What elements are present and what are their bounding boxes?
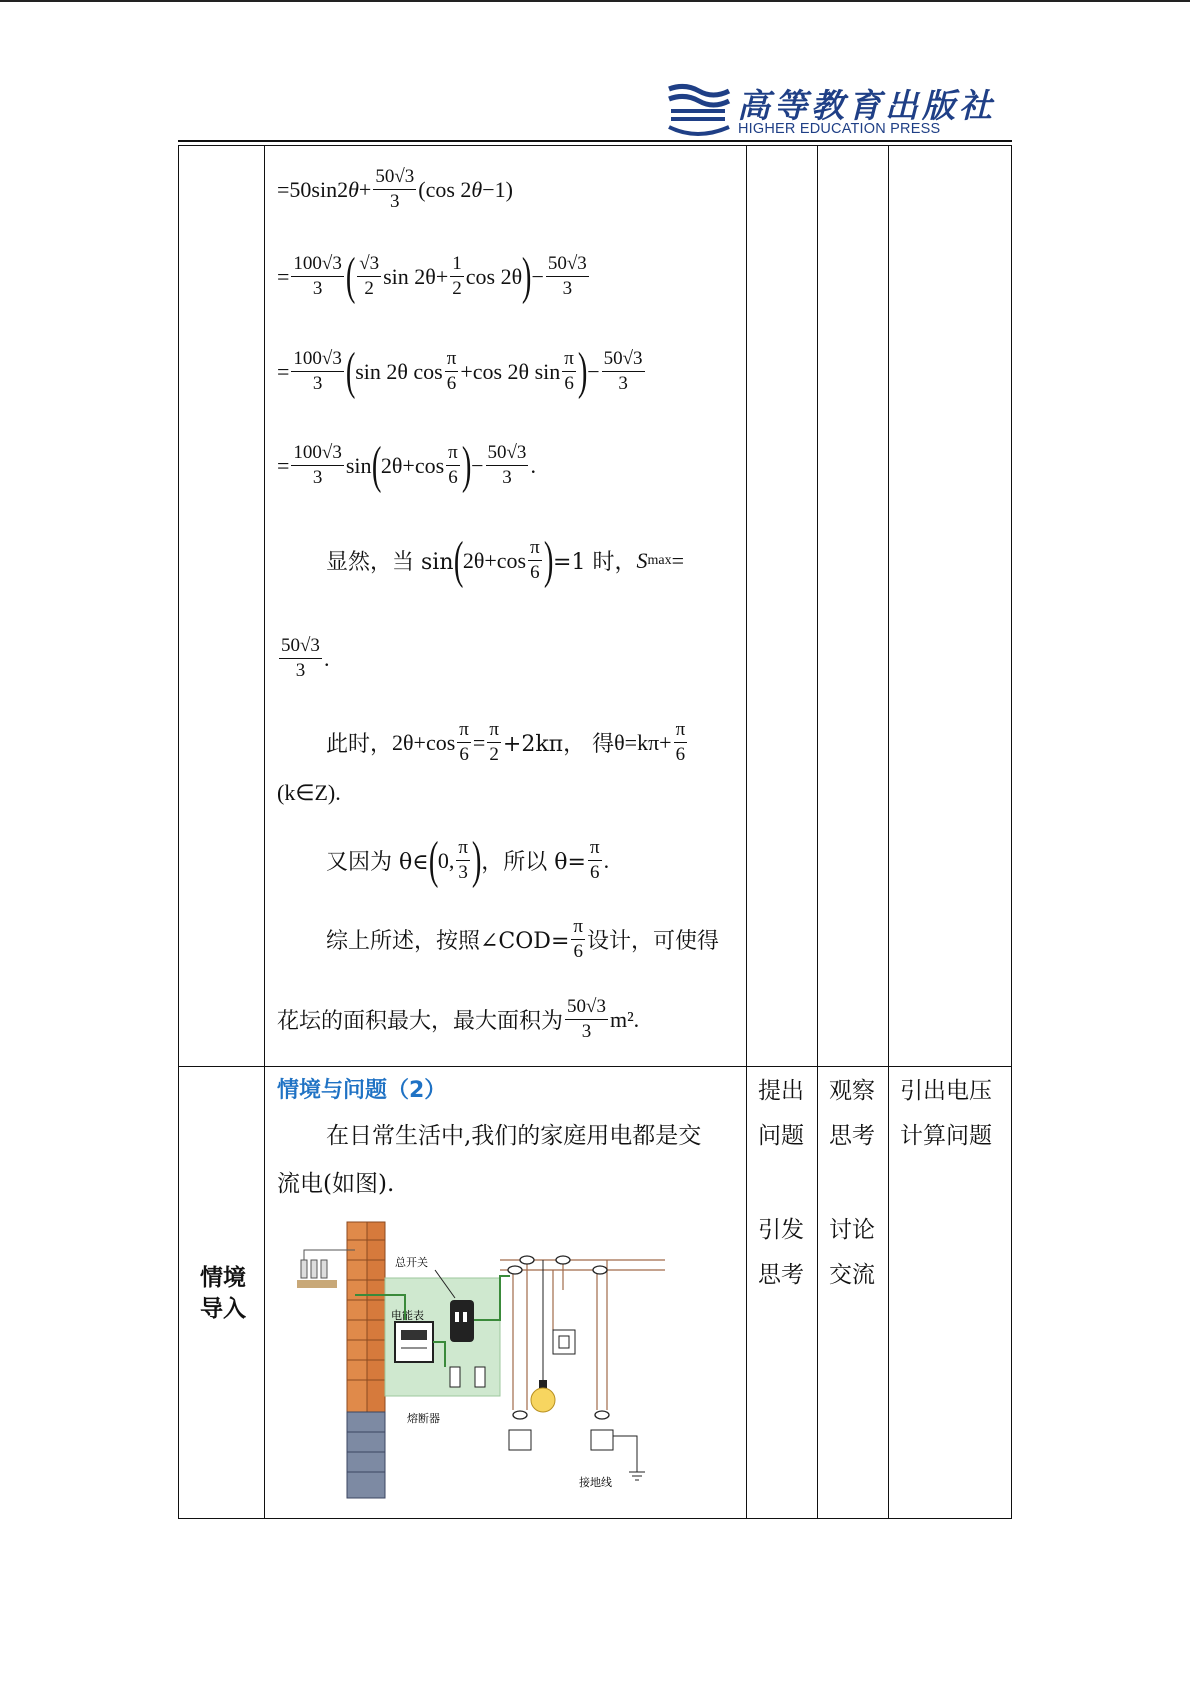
- fraction: $\frac{\pi}{6}$: [448, 442, 458, 488]
- fraction: $\frac{100√3}{3}$: [293, 348, 342, 394]
- fuse-label: 熔断器: [407, 1412, 440, 1425]
- fraction: $\frac{\pi}{6}$: [459, 719, 469, 765]
- header-rule: [178, 140, 1012, 142]
- formula-line-7: 此时， 2θ+cos $\frac{\pi}{6}$ = $\frac{\pi}{2}$ +2kπ， 得 θ=kπ+ $\frac{\pi}{6}$: [326, 719, 686, 765]
- formula-line-4: = $\frac{100√3}{3}$ sin ( 2θ+cos $\frac{\pi}{6}$ ) − $\frac{50√3}{3}$ .: [277, 436, 536, 494]
- design-intent-2: 计算问题: [900, 1123, 992, 1149]
- formula-line-9: 又因为 θ∈ ( 0, $\frac{\pi}{3}$ ) ，所以 θ= $\frac{\pi}{6}$ .: [326, 831, 610, 889]
- paragraph-line-2: 流电(如图).: [277, 1171, 395, 1197]
- switch-label: 总开关: [395, 1256, 428, 1269]
- main-switch-icon: [450, 1300, 474, 1342]
- light-bulb-icon: [531, 1260, 555, 1412]
- fraction: $\frac{\pi}{6}$: [564, 348, 574, 394]
- table-border-right: [1011, 145, 1012, 1519]
- section-label-1: 情境: [200, 1264, 246, 1291]
- publisher-name-cn: 高等教育出版社: [737, 86, 996, 125]
- fraction: $\frac{\pi}{6}$: [589, 837, 600, 883]
- fraction: $\frac{1}{2}$: [452, 253, 462, 299]
- ground-icon: [613, 1436, 645, 1480]
- design-intent-1: 引出电压: [900, 1078, 992, 1104]
- table-col-divider: [746, 145, 747, 1519]
- insulator-icon: [297, 1250, 355, 1288]
- fraction: $\frac{√3}{2}$: [359, 253, 380, 299]
- fraction: $\frac{50√3}{3}$: [603, 348, 643, 394]
- top-rule: [0, 0, 1190, 2]
- section-title: 情境与问题（2）: [277, 1078, 447, 1103]
- formula-line-8: (k∈Z).: [277, 780, 341, 805]
- formula-line-1: =50sin2 θ + $\frac{50√3}{3}$ (cos 2 θ −1): [277, 166, 513, 212]
- section-label-2: 导入: [200, 1295, 246, 1322]
- table-col-divider: [817, 145, 818, 1519]
- teacher-activity-2: 引发: [758, 1217, 804, 1243]
- student-activity-2: 讨论: [829, 1217, 875, 1243]
- fraction: $\frac{50√3}{3}$: [487, 442, 527, 488]
- table-border-left: [178, 145, 179, 1519]
- publisher-name-en: HIGHER EDUCATION PRESS: [738, 121, 941, 137]
- formula-line-11: 花坛的面积最大，最大面积为 $\frac{50√3}{3}$ m².: [277, 996, 640, 1042]
- formula-line-5: 显然，当 sin ( 2θ+cos $\frac{\pi}{6}$ ) =1 时， S max =: [326, 531, 684, 589]
- formula-line-3: = $\frac{100√3}{3}$ ( sin 2θ cos $\frac{\pi}{6}$ +cos 2θ sin $\frac{\pi}{6}$ ) − $\frac{50√3}{3}$: [277, 342, 643, 400]
- fraction: $\frac{\pi}{6}$: [675, 719, 686, 765]
- household-wiring-diagram: [295, 1220, 695, 1505]
- meter-label: 电能表: [391, 1309, 424, 1322]
- formula-line-10: 综上所述，按照∠COD= $\frac{\pi}{6}$ 设计，可使得: [326, 916, 719, 962]
- table-row-divider: [178, 1066, 1012, 1067]
- student-activity-1: 观察: [829, 1078, 875, 1104]
- fraction: $\frac{\pi}{6}$: [446, 348, 457, 394]
- publisher-wave-icon: [665, 83, 733, 137]
- fraction: $\frac{50√3}{3}$: [281, 635, 320, 681]
- formula-line-2: = $\frac{100√3}{3}$ ( $\frac{√3}{2}$ sin 2θ+ $\frac{1}{2}$ cos 2θ ) − $\frac{50√3}{3}$: [277, 247, 587, 305]
- ground-label: 接地线: [579, 1476, 612, 1489]
- electric-meter-icon: [395, 1322, 433, 1362]
- teacher-activity-1: 问题: [758, 1123, 804, 1149]
- fraction: $\frac{\pi}{2}$: [489, 719, 499, 765]
- fraction: $\frac{50√3}{3}$: [567, 996, 606, 1042]
- table-border-top: [178, 145, 1012, 146]
- wall-socket-icon: [509, 1430, 531, 1450]
- teacher-activity-1: 提出: [758, 1078, 804, 1104]
- fraction: $\frac{\pi}{6}$: [573, 916, 583, 962]
- fraction: $\frac{100√3}{3}$: [293, 442, 342, 488]
- fraction: $\frac{50√3}{3}$: [547, 253, 587, 299]
- wall-socket-icon: [591, 1430, 613, 1450]
- light-switch-icon: [553, 1330, 575, 1354]
- publisher-logo: [665, 80, 1015, 140]
- student-activity-1: 思考: [829, 1123, 875, 1149]
- paragraph-line-1: 在日常生活中,我们的家庭用电都是交: [326, 1123, 702, 1149]
- student-activity-2: 交流: [829, 1262, 875, 1288]
- formula-line-6: $\frac{50√3}{3}$ .: [281, 635, 330, 681]
- table-col-divider: [888, 145, 889, 1519]
- brick-wall: [347, 1222, 385, 1498]
- table-col-divider: [264, 145, 265, 1519]
- fraction: $\frac{50√3}{3}$: [375, 166, 415, 212]
- fraction: $\frac{\pi}{6}$: [530, 537, 540, 583]
- table-border-bottom: [178, 1518, 1012, 1519]
- fraction: $\frac{100√3}{3}$: [293, 253, 342, 299]
- teacher-activity-2: 思考: [758, 1262, 804, 1288]
- fraction: $\frac{\pi}{3}$: [458, 837, 468, 883]
